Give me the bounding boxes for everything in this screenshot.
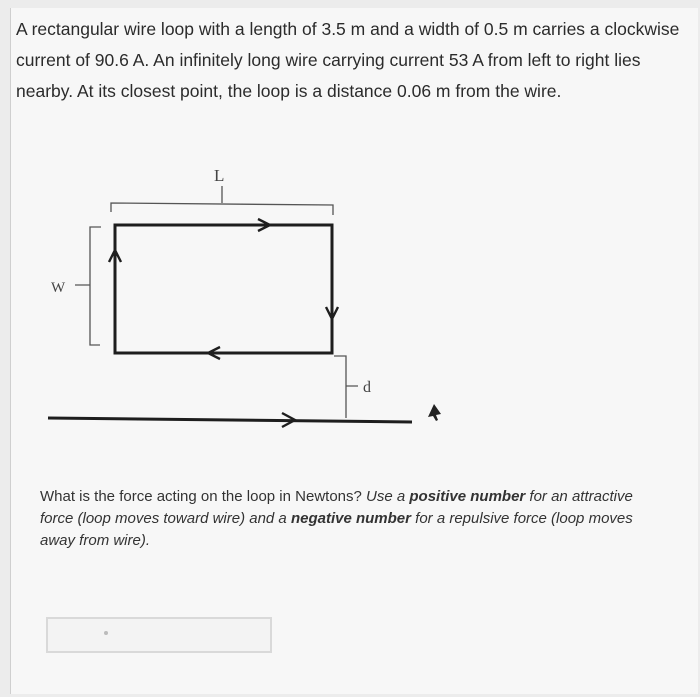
width-bracket	[75, 227, 101, 345]
answer-input[interactable]	[46, 617, 272, 653]
question-part1: What is the force acting on the loop in Newtons?	[40, 488, 362, 505]
problem-statement: A rectangular wire loop with a length of 3.5 m and a width of 0.5 m carries a clockwise current of 90.6 A. An infinitely long wire carrying current 53 A from left to right lies nearby. At its closest point, the loop is a distance 0.06 m from the wire.	[16, 19, 680, 101]
distance-bracket	[334, 356, 358, 418]
input-caret	[104, 631, 108, 635]
negative-number-emphasis: negative number	[290, 510, 411, 527]
width-label: W	[51, 280, 66, 296]
question-part4: for a repulsive force (loop moves away from wire).	[40, 510, 633, 549]
question-part3: for an attractive force (loop moves toward wire) and a	[40, 488, 633, 527]
question-prompt	[40, 486, 660, 552]
mouse-cursor-icon	[428, 404, 441, 421]
wire-loop	[115, 225, 332, 353]
length-label: L	[214, 166, 225, 185]
length-bracket	[111, 186, 333, 215]
positive-number-emphasis: positive number	[409, 488, 526, 505]
infinite-wire	[48, 418, 412, 422]
distance-label: d	[363, 379, 371, 396]
question-part2: Use a	[361, 488, 410, 505]
